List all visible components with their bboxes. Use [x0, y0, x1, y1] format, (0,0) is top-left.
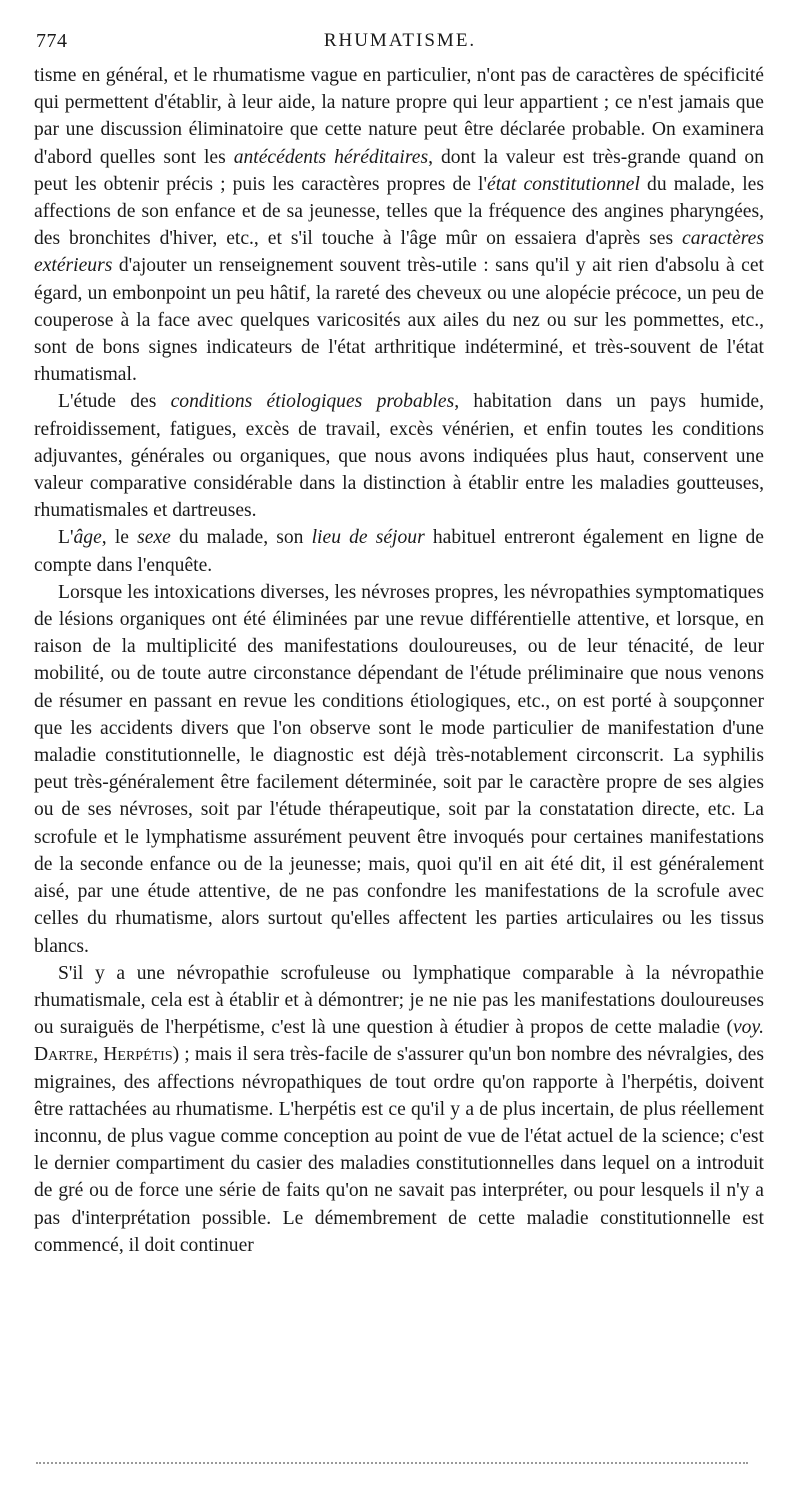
footer-dotted-rule: [36, 1462, 748, 1464]
page-number: 774: [36, 30, 68, 52]
italic-term: caractères extérieurs: [34, 228, 764, 277]
text-run: du malade, les affections de son enfance et de sa jeunesse, telles que la fréquence des angines pharyngées, des bronchites d'hiver, etc., et s'il touche à l'âge mûr on essaiera d'après ses: [34, 173, 765, 250]
text-run: L': [58, 527, 74, 549]
italic-term: sexe: [137, 527, 171, 549]
text-run: habituel entreront également en ligne de compte dans l'enquête.: [34, 527, 765, 576]
italic-term: lieu de séjour: [311, 527, 425, 549]
italic-term: voy.: [732, 1017, 764, 1039]
paragraph: [34, 960, 764, 1259]
cross-reference: Dartre: [34, 1044, 94, 1066]
text-run: L'étude des: [58, 391, 171, 413]
text-run: , dont la valeur est très-grande quand on peut les obtenir précis ; puis les caractères propres de l': [34, 146, 764, 195]
running-head: [36, 30, 764, 56]
text-run: du malade, son: [170, 527, 312, 549]
text-run: , le: [101, 527, 138, 549]
text-run: Lorsque les intoxications diverses, les névroses propres, les névropathies symptomatiques de lésions organiques ont été éliminées par une revue différentielle attentive, et lorsque, en raison de la multiplicité des manifestations douloureuses, ou de leur ténacité, de leur mobilité, ou de toute autre circonstance dépendant de l'étude préliminaire que nous venons de résumer en passant en revue les conditions étiologiques, etc., on est porté à soupçonner que les accidents divers que l'on observe sont le mode particulier de manifestation d'une maladie constitutionnelle, le diagnostic est déjà très-notablement circonscrit. La syphilis peut très-généralement être facilement déterminée, soit par le caractère propre de ses algies ou de ses névroses, soit par l'étude thérapeutique, soit par la constatation directe, etc. La scrofule et le lymphatisme assurément peuvent être invoqués pour certaines manifestations de la seconde enfance ou de la jeunesse; mais, quoi qu'il en ait été dit, il est généralement aisé, par une étude attentive, de ne pas confondre les manifestations de la scrofule avec celles du rhumatisme, alors surtout qu'elles affectent les parties articulaires ou les tissus blancs.: [34, 581, 764, 957]
italic-term: conditions étiologiques probables: [170, 391, 455, 413]
italic-term: état constitutionnel: [487, 173, 640, 195]
text-run: d'ajouter un renseignement souvent très-utile : sans qu'il y ait rien d'absolu à cet égard, un embonpoint un peu hâtif, la rareté des cheveux ou une alopécie précoce, un peu de couperose à la face avec quelques varicosités aux ailes du nez ou sur les pommettes, etc., sont de bons signes indicateurs de l'état arthritique indéterminé, et très-souvent de l'état rhumatismal.: [34, 255, 764, 386]
running-title: RHUMATISME.: [323, 30, 477, 51]
text-run: S'il y a une névropathie scrofuleuse ou lymphatique comparable à la névropathie rhumatismale, cela est à établir et à démontrer; je ne nie pas les manifestations douloureuses ou suraiguës de l'herpétisme, c'est là une question à étudier à propos de cette maladie (: [34, 962, 764, 1039]
text-run: tisme en général, et le rhumatisme vague en particulier, n'ont pas de caractères de spécificité qui permettent d'établir, à leur aide, la nature propre qui leur appartient ; ce n'est jamais que par une discussion éliminatoire que cette nature peut être déclarée probable. On examinera d'abord quelles sont les: [34, 65, 764, 168]
paragraph: [34, 524, 764, 578]
cross-reference: Herpétis: [103, 1044, 173, 1066]
italic-term: antécédents héréditaires: [233, 146, 429, 168]
paragraph: [34, 579, 764, 960]
text-run: , habitation dans un pays humide, refroidissement, fatigues, excès de travail, excès vénérien, et enfin toutes les conditions adjuvantes, générales ou organiques, que nous avons indiquées plus haut, conservent une valeur comparative considérable dans la distinction à établir entre les maladies goutteuses, rhumatismales et dartreuses.: [34, 391, 764, 522]
text-run: ) ; mais il sera très-facile de s'assurer qu'un bon nombre des névralgies, des migraines, des affections névropathiques de tout ordre qu'on rapporte à l'herpétis, doivent être rattachées au rhumatisme. L'herpétis est ce qu'il y a de plus incertain, de plus réellement inconnu, de plus vague comme conception au point de vue de l'état actuel de la science; c'est le dernier compartiment du casier des maladies constitutionnelles dans lequel on a introduit de gré ou de force une série de faits qu'on ne savait pas interpréter, ou pour lesquels il n'y a pas d'interprétation possible. Le démembrement de cette maladie constitutionnelle est commencé, il doit continuer: [34, 1044, 764, 1256]
paragraph: [34, 388, 764, 524]
paragraph: [34, 62, 764, 388]
body-text: [34, 62, 764, 1259]
italic-term: âge: [73, 527, 102, 549]
text-run: ,: [93, 1044, 104, 1066]
